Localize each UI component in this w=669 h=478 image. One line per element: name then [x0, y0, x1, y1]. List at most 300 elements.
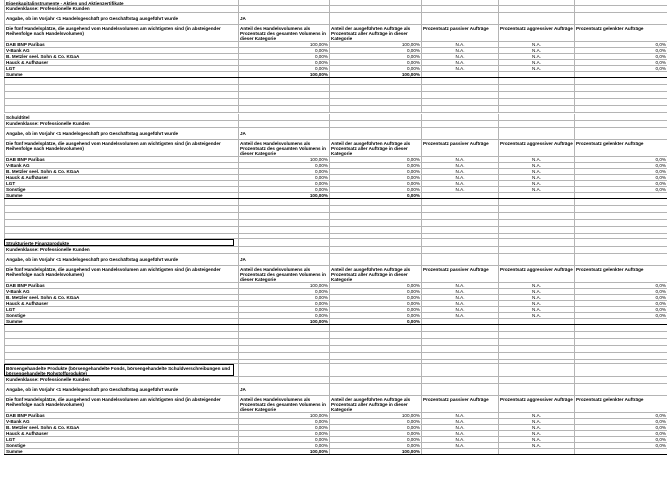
passive-share: N.A. [421, 181, 498, 186]
empty-cell [238, 114, 329, 120]
header-aggressive: Prozentsatz aggressiver Aufträge [498, 140, 574, 156]
header-orders-share: Anteil der ausgeführten Aufträge als Prozentsatz aller Aufträge in dieser Kategorie [329, 140, 421, 156]
empty-cell [238, 199, 329, 205]
header-directed: Prozentsatz gelenkter Aufträge [574, 266, 667, 282]
client-class: Kundenklasse: Professionelle Kunden [4, 247, 238, 253]
empty-cell [329, 13, 421, 24]
empty-cell [498, 106, 574, 112]
aggressive-share: N.A. [498, 163, 574, 168]
volume-share: 0,00% [238, 301, 329, 306]
question-label: Angabe, ob im Vorjahr <1 Handelsgeschäft pro Geschäftstag ausgeführt wurde [4, 128, 238, 139]
header-row [4, 266, 667, 283]
directed-share: 0,0% [574, 413, 667, 418]
directed-share: 0,0% [574, 42, 667, 47]
section-title: Eigenkapitalinstrumente - Aktien und Aktienzertifikate [4, 0, 238, 5]
orders-share: 0,00% [329, 157, 421, 162]
header-passive: Prozentsatz passiver Aufträge [421, 266, 498, 282]
directed-share: 0,0% [574, 169, 667, 174]
empty-cell [574, 227, 667, 233]
directed-share: 0,0% [574, 48, 667, 53]
volume-share: 0,00% [238, 307, 329, 312]
passive-share: N.A. [421, 425, 498, 430]
venue-name: DAB BNP Paribas [4, 413, 238, 418]
orders-share: 0,00% [329, 163, 421, 168]
orders-share: 0,00% [329, 48, 421, 53]
question-row [4, 128, 667, 140]
empty-cell [498, 339, 574, 345]
empty-cell [498, 234, 574, 238]
empty-cell [498, 114, 574, 120]
aggressive-share: N.A. [498, 181, 574, 186]
header-volume-share: Anteil des Handelsvolumens als Prozentsatz des gesamten Volumens in dieser Kategorie [238, 140, 329, 156]
volume-share: 100,00% [238, 283, 329, 288]
empty-cell [238, 247, 329, 253]
volume-share: 0,00% [238, 437, 329, 442]
directed-share: 0,0% [574, 425, 667, 430]
passive-share: N.A. [421, 283, 498, 288]
sum-volume: 100,00% [238, 193, 329, 198]
orders-share: 0,00% [329, 283, 421, 288]
empty-cell [421, 72, 498, 77]
empty-cell [498, 128, 574, 139]
venue-name: B. Metzler seel. Sohn & Co. KGaA [4, 295, 238, 300]
passive-share: N.A. [421, 66, 498, 71]
header-passive: Prozentsatz passiver Aufträge [421, 396, 498, 412]
venue-name: LGT [4, 437, 238, 442]
empty-cell [4, 332, 238, 338]
directed-share: 0,0% [574, 437, 667, 442]
empty-cell [421, 449, 498, 454]
volume-share: 0,00% [238, 163, 329, 168]
passive-share: N.A. [421, 42, 498, 47]
empty-cell [329, 85, 421, 91]
empty-cell [4, 106, 238, 112]
empty-cell [498, 6, 574, 12]
empty-cell [421, 13, 498, 24]
empty-cell [4, 346, 238, 352]
directed-share: 0,0% [574, 419, 667, 424]
volume-share: 0,00% [238, 443, 329, 448]
empty-cell [329, 199, 421, 205]
empty-cell [421, 78, 498, 84]
sum-orders: 100,00% [329, 72, 421, 77]
empty-cell [574, 6, 667, 12]
empty-cell [574, 364, 667, 376]
empty-cell [498, 92, 574, 98]
header-orders-share: Anteil der ausgeführten Aufträge als Prozentsatz aller Aufträge in dieser Kategorie [329, 25, 421, 41]
empty-cell [238, 346, 329, 352]
empty-row [4, 78, 667, 85]
question-row [4, 13, 667, 25]
empty-cell [498, 384, 574, 395]
volume-share: 0,00% [238, 60, 329, 65]
empty-cell [421, 85, 498, 91]
orders-share: 0,00% [329, 419, 421, 424]
sum-orders: 100,00% [329, 449, 421, 454]
empty-row [4, 227, 667, 234]
passive-share: N.A. [421, 443, 498, 448]
volume-share: 0,00% [238, 181, 329, 186]
empty-cell [421, 339, 498, 345]
directed-share: 0,0% [574, 313, 667, 318]
empty-cell [574, 353, 667, 359]
venue-name: LGT [4, 307, 238, 312]
empty-cell [498, 72, 574, 77]
empty-cell [329, 384, 421, 395]
empty-cell [4, 206, 238, 212]
venue-name: DAB BNP Paribas [4, 42, 238, 47]
aggressive-share: N.A. [498, 307, 574, 312]
header-aggressive: Prozentsatz aggressiver Aufträge [498, 266, 574, 282]
directed-share: 0,0% [574, 181, 667, 186]
empty-row [4, 213, 667, 220]
empty-cell [574, 332, 667, 338]
sum-label: Summe [4, 319, 238, 324]
empty-cell [574, 121, 667, 127]
empty-cell [574, 78, 667, 84]
empty-row [4, 106, 667, 113]
empty-cell [329, 114, 421, 120]
orders-share: 0,00% [329, 181, 421, 186]
directed-share: 0,0% [574, 301, 667, 306]
empty-cell [238, 332, 329, 338]
passive-share: N.A. [421, 157, 498, 162]
empty-cell [498, 13, 574, 24]
aggressive-share: N.A. [498, 413, 574, 418]
orders-share: 0,00% [329, 66, 421, 71]
empty-cell [574, 99, 667, 105]
passive-share: N.A. [421, 169, 498, 174]
sum-volume: 100,00% [238, 319, 329, 324]
empty-cell [329, 239, 421, 246]
empty-cell [574, 325, 667, 331]
volume-share: 0,00% [238, 169, 329, 174]
empty-cell [329, 220, 421, 226]
venue-name: Hauck & Aufhäuser [4, 301, 238, 306]
aggressive-share: N.A. [498, 425, 574, 430]
orders-share: 0,00% [329, 175, 421, 180]
directed-share: 0,0% [574, 295, 667, 300]
header-orders-share: Anteil der ausgeführten Aufträge als Prozentsatz aller Aufträge in dieser Kategorie [329, 396, 421, 412]
aggressive-share: N.A. [498, 295, 574, 300]
section-title: Strukturierte Finanzprodukte [4, 239, 234, 246]
sum-volume: 100,00% [238, 72, 329, 77]
empty-cell [329, 234, 421, 238]
section-title-row [4, 364, 667, 377]
aggressive-share: N.A. [498, 175, 574, 180]
aggressive-share: N.A. [498, 283, 574, 288]
empty-cell [498, 364, 574, 376]
sum-row [4, 449, 667, 455]
question-value: JA [238, 254, 329, 265]
volume-share: 0,00% [238, 295, 329, 300]
empty-cell [329, 377, 421, 383]
passive-share: N.A. [421, 307, 498, 312]
venue-name: DAB BNP Paribas [4, 157, 238, 162]
empty-row [4, 346, 667, 353]
empty-cell [4, 234, 238, 238]
empty-row [4, 85, 667, 92]
question-label: Angabe, ob im Vorjahr <1 Handelsgeschäft pro Geschäftstag ausgeführt wurde [4, 254, 238, 265]
empty-cell [238, 85, 329, 91]
empty-cell [421, 247, 498, 253]
empty-cell [498, 213, 574, 219]
client-class-row [4, 121, 667, 128]
empty-cell [498, 319, 574, 324]
sum-orders: 0,00% [329, 193, 421, 198]
empty-cell [238, 78, 329, 84]
empty-row [4, 339, 667, 346]
orders-share: 0,00% [329, 301, 421, 306]
empty-cell [421, 227, 498, 233]
venue-name: V-Bank AG [4, 419, 238, 424]
header-row [4, 25, 667, 42]
empty-cell [238, 360, 329, 363]
venue-name: Hauck & Aufhäuser [4, 431, 238, 436]
empty-cell [329, 325, 421, 331]
section-title: Börsengehandelte Produkte (börsengehandelte Fonds, börsengehandelte Schuldverschreibungen und börsengehandelte Rohstoffprodukte) [4, 364, 234, 376]
empty-cell [421, 319, 498, 324]
empty-cell [498, 206, 574, 212]
question-value: JA [238, 384, 329, 395]
aggressive-share: N.A. [498, 54, 574, 59]
header-aggressive: Prozentsatz aggressiver Aufträge [498, 25, 574, 41]
question-row [4, 254, 667, 266]
empty-row [4, 220, 667, 227]
venue-name: DAB BNP Paribas [4, 283, 238, 288]
sum-label: Summe [4, 449, 238, 454]
empty-row [4, 206, 667, 213]
volume-share: 0,00% [238, 313, 329, 318]
header-venues: Die fünf Handelsplätze, die ausgehend vom Handelsvolumen am wichtigsten sind (in absteigender Reihenfolge nach Handelsvolumen) [4, 140, 238, 156]
empty-cell [329, 92, 421, 98]
orders-share: 0,00% [329, 289, 421, 294]
empty-cell [238, 353, 329, 359]
empty-cell [498, 85, 574, 91]
venue-name: LGT [4, 66, 238, 71]
empty-cell [238, 339, 329, 345]
empty-cell [498, 353, 574, 359]
volume-share: 0,00% [238, 419, 329, 424]
empty-cell [329, 0, 421, 5]
empty-cell [574, 449, 667, 454]
volume-share: 0,00% [238, 54, 329, 59]
empty-cell [4, 78, 238, 84]
empty-cell [498, 254, 574, 265]
empty-cell [498, 239, 574, 246]
empty-cell [421, 234, 498, 238]
venue-name: Sonstige [4, 187, 238, 192]
empty-cell [421, 384, 498, 395]
passive-share: N.A. [421, 289, 498, 294]
empty-cell [329, 247, 421, 253]
header-volume-share: Anteil des Handelsvolumens als Prozentsatz des gesamten Volumens in dieser Kategorie [238, 25, 329, 41]
empty-cell [574, 339, 667, 345]
empty-cell [238, 213, 329, 219]
empty-cell [574, 319, 667, 324]
empty-cell [4, 213, 238, 219]
empty-cell [498, 377, 574, 383]
passive-share: N.A. [421, 419, 498, 424]
empty-cell [574, 13, 667, 24]
client-class-row [4, 377, 667, 384]
empty-cell [4, 339, 238, 345]
directed-share: 0,0% [574, 307, 667, 312]
aggressive-share: N.A. [498, 313, 574, 318]
question-label: Angabe, ob im Vorjahr <1 Handelsgeschäft pro Geschäftstag ausgeführt wurde [4, 384, 238, 395]
empty-cell [498, 193, 574, 198]
empty-cell [4, 92, 238, 98]
empty-cell [238, 6, 329, 12]
empty-cell [421, 377, 498, 383]
empty-cell [421, 239, 498, 246]
aggressive-share: N.A. [498, 66, 574, 71]
empty-cell [238, 106, 329, 112]
aggressive-share: N.A. [498, 60, 574, 65]
orders-share: 0,00% [329, 437, 421, 442]
sum-label: Summe [4, 193, 238, 198]
volume-share: 0,00% [238, 289, 329, 294]
directed-share: 0,0% [574, 283, 667, 288]
orders-share: 0,00% [329, 307, 421, 312]
aggressive-share: N.A. [498, 42, 574, 47]
passive-share: N.A. [421, 54, 498, 59]
empty-cell [421, 6, 498, 12]
venue-name: B. Metzler seel. Sohn & Co. KGaA [4, 54, 238, 59]
header-row [4, 396, 667, 413]
empty-cell [574, 85, 667, 91]
empty-cell [421, 364, 498, 376]
section-title: Schuldtitel [4, 114, 238, 120]
empty-cell [421, 92, 498, 98]
aggressive-share: N.A. [498, 437, 574, 442]
volume-share: 0,00% [238, 431, 329, 436]
directed-share: 0,0% [574, 60, 667, 65]
question-label: Angabe, ob im Vorjahr <1 Handelsgeschäft pro Geschäftstag ausgeführt wurde [4, 13, 238, 24]
empty-cell [238, 377, 329, 383]
directed-share: 0,0% [574, 157, 667, 162]
header-directed: Prozentsatz gelenkter Aufträge [574, 140, 667, 156]
empty-cell [238, 364, 329, 376]
empty-cell [329, 364, 421, 376]
empty-row [4, 199, 667, 206]
header-aggressive: Prozentsatz aggressiver Aufträge [498, 396, 574, 412]
client-class: Kundenklasse: Professionelle Kunden [4, 121, 238, 127]
aggressive-share: N.A. [498, 48, 574, 53]
passive-share: N.A. [421, 163, 498, 168]
empty-cell [574, 128, 667, 139]
empty-cell [574, 239, 667, 246]
empty-cell [421, 254, 498, 265]
section-title-row [4, 239, 667, 247]
orders-share: 0,00% [329, 295, 421, 300]
volume-share: 100,00% [238, 157, 329, 162]
aggressive-share: N.A. [498, 157, 574, 162]
passive-share: N.A. [421, 313, 498, 318]
header-orders-share: Anteil der ausgeführten Aufträge als Prozentsatz aller Aufträge in dieser Kategorie [329, 266, 421, 282]
empty-cell [574, 193, 667, 198]
directed-share: 0,0% [574, 66, 667, 71]
empty-cell [498, 121, 574, 127]
empty-cell [329, 353, 421, 359]
orders-share: 0,00% [329, 425, 421, 430]
empty-cell [238, 325, 329, 331]
empty-cell [329, 78, 421, 84]
empty-cell [238, 234, 329, 238]
empty-cell [238, 92, 329, 98]
volume-share: 100,00% [238, 413, 329, 418]
empty-cell [421, 121, 498, 127]
empty-cell [329, 339, 421, 345]
aggressive-share: N.A. [498, 169, 574, 174]
empty-cell [574, 234, 667, 238]
empty-cell [498, 99, 574, 105]
empty-row [4, 332, 667, 339]
empty-cell [4, 325, 238, 331]
header-venues: Die fünf Handelsplätze, die ausgehend vom Handelsvolumen am wichtigsten sind (in absteigender Reihenfolge nach Handelsvolumen) [4, 25, 238, 41]
empty-cell [329, 128, 421, 139]
empty-cell [238, 206, 329, 212]
empty-row [4, 325, 667, 332]
venue-name: B. Metzler seel. Sohn & Co. KGaA [4, 169, 238, 174]
venue-name: LGT [4, 181, 238, 186]
empty-cell [421, 199, 498, 205]
empty-cell [421, 360, 498, 363]
empty-cell [238, 121, 329, 127]
directed-share: 0,0% [574, 54, 667, 59]
sum-orders: 0,00% [329, 319, 421, 324]
empty-cell [421, 114, 498, 120]
venue-name: Hauck & Aufhäuser [4, 60, 238, 65]
volume-share: 0,00% [238, 48, 329, 53]
empty-cell [498, 325, 574, 331]
venue-name: V-Bank AG [4, 289, 238, 294]
empty-row [4, 92, 667, 99]
empty-cell [329, 6, 421, 12]
header-venues: Die fünf Handelsplätze, die ausgehend vom Handelsvolumen am wichtigsten sind (in absteigender Reihenfolge nach Handelsvolumen) [4, 266, 238, 282]
empty-cell [238, 0, 329, 5]
empty-cell [421, 325, 498, 331]
empty-row [4, 353, 667, 360]
orders-share: 0,00% [329, 313, 421, 318]
passive-share: N.A. [421, 60, 498, 65]
empty-cell [574, 0, 667, 5]
empty-cell [329, 254, 421, 265]
empty-cell [574, 72, 667, 77]
client-class: Kundenklasse: Professionelle Kunden [4, 6, 238, 12]
volume-share: 0,00% [238, 425, 329, 430]
passive-share: N.A. [421, 431, 498, 436]
empty-row [4, 99, 667, 106]
empty-cell [574, 206, 667, 212]
orders-share: 100,00% [329, 413, 421, 418]
empty-cell [4, 99, 238, 105]
directed-share: 0,0% [574, 175, 667, 180]
passive-share: N.A. [421, 187, 498, 192]
volume-share: 0,00% [238, 175, 329, 180]
empty-cell [421, 220, 498, 226]
empty-cell [574, 213, 667, 219]
volume-share: 100,00% [238, 42, 329, 47]
passive-share: N.A. [421, 301, 498, 306]
empty-cell [421, 128, 498, 139]
sum-label: Summe [4, 72, 238, 77]
empty-cell [4, 227, 238, 233]
empty-cell [498, 220, 574, 226]
empty-cell [4, 85, 238, 91]
empty-cell [329, 121, 421, 127]
empty-cell [329, 332, 421, 338]
